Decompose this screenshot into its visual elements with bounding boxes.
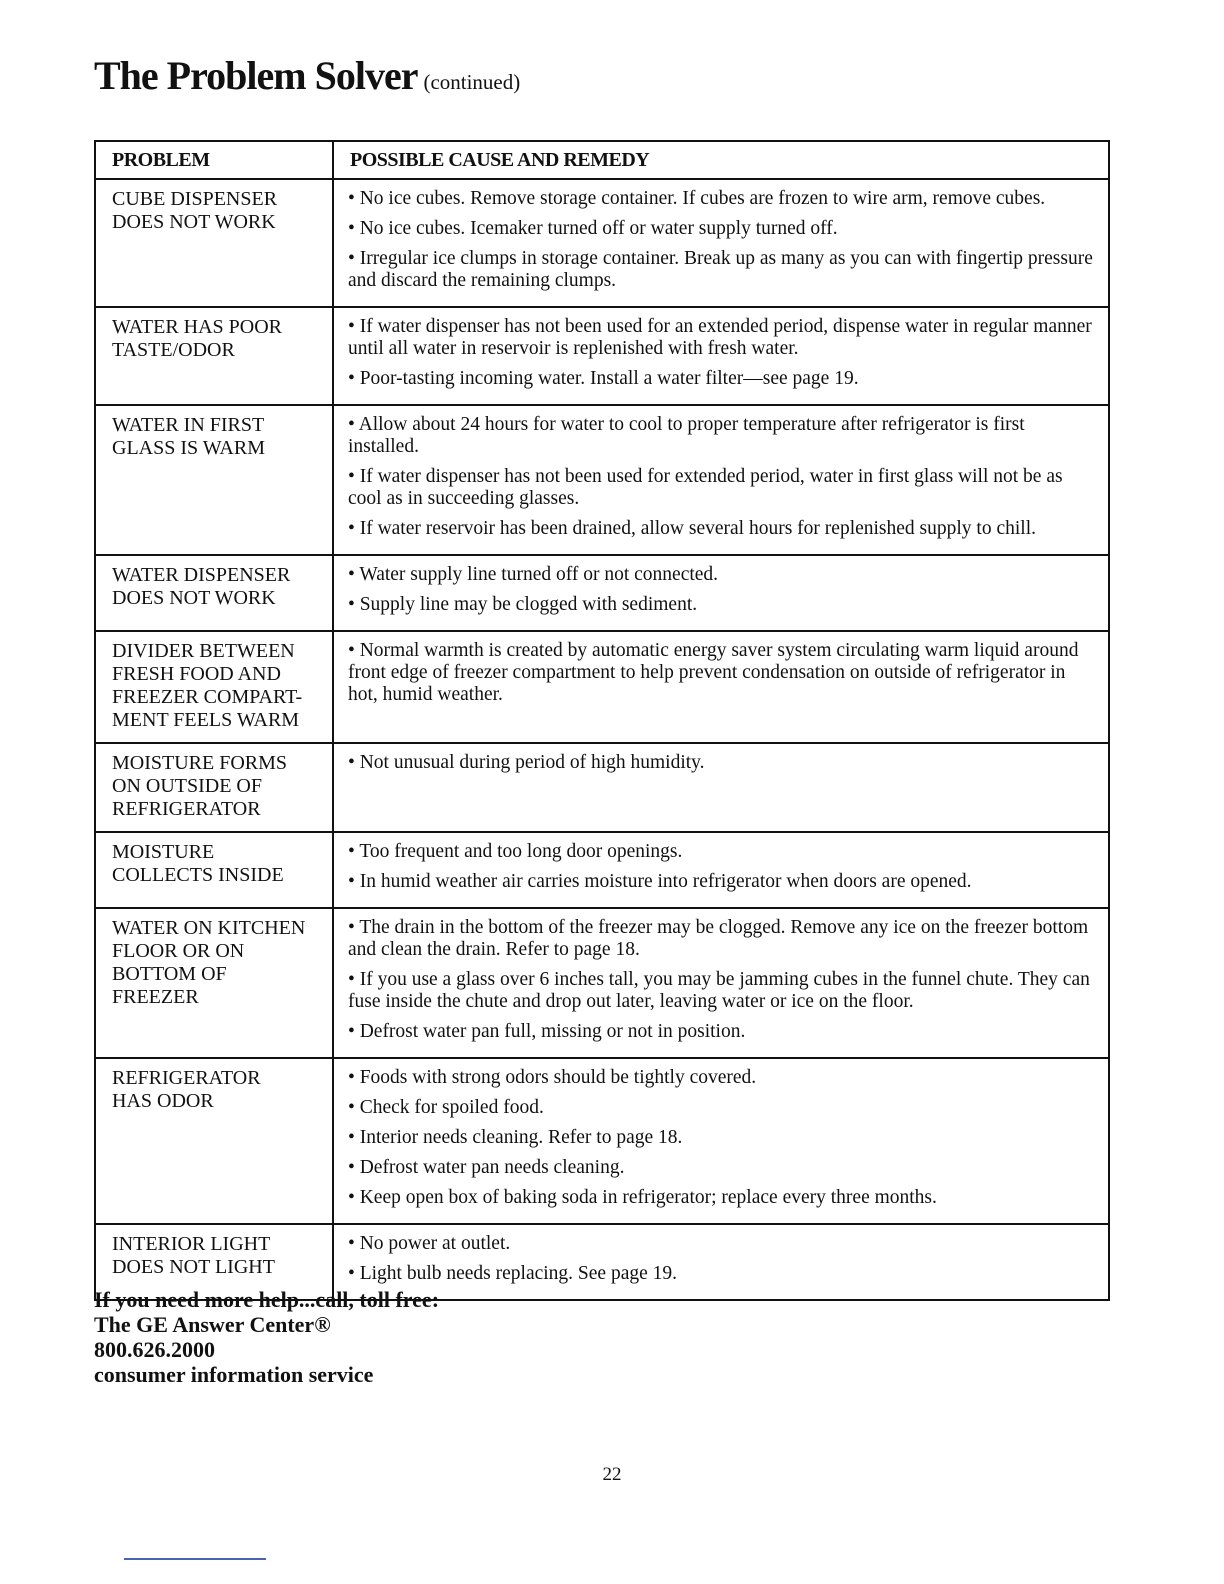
service-line: consumer information service [94, 1362, 374, 1387]
problem-cell: DIVIDER BETWEEN FRESH FOOD AND FREEZER COMPART- MENT FEELS WARM [95, 631, 333, 743]
problem-cell: WATER DISPENSER DOES NOT WORK [95, 555, 333, 631]
problem-cell: CUBE DISPENSER DOES NOT WORK [95, 179, 333, 307]
scan-edge-line [124, 1558, 266, 1560]
problem-cell: WATER HAS POOR TASTE/ODOR [95, 307, 333, 405]
table-row [95, 631, 1109, 743]
page-number: 22 [602, 1464, 622, 1485]
remedy-item: • Defrost water pan full, missing or not in position. [348, 1021, 746, 1042]
title-subtitle: (continued) [423, 70, 521, 94]
remedy-item: • Interior needs cleaning. Refer to page 18. [348, 1127, 683, 1148]
table-header-row [95, 141, 1109, 179]
remedy-item: • Keep open box of baking soda in refrigerator; replace every three months. [348, 1187, 937, 1208]
remedy-item: • Not unusual during period of high humidity. [348, 752, 705, 773]
remedy-item: • Irregular ice clumps in storage container. Break up as many as you can with fingertip pressure and discard the remaining clumps. [348, 248, 1093, 291]
title-main: The Problem Solver [94, 53, 418, 98]
column-header-remedy: POSSIBLE CAUSE AND REMEDY [333, 141, 1109, 179]
remedy-item: • If water dispenser has not been used for an extended period, dispense water in regular manner until all water in reservoir is replenished with fresh water. [348, 316, 1092, 359]
remedy-item: • If you use a glass over 6 inches tall, you may be jamming cubes in the funnel chute. They can fuse inside the chute and drop out later, leaving water or ice on the floor. [348, 969, 1090, 1012]
table-row [95, 179, 1109, 307]
remedy-cell [333, 1058, 1109, 1224]
remedy-item: • Water supply line turned off or not connected. [348, 564, 719, 585]
table-row [95, 555, 1109, 631]
remedy-cell [333, 908, 1109, 1058]
remedy-item: • In humid weather air carries moisture into refrigerator when doors are opened. [348, 871, 972, 892]
remedy-cell [333, 832, 1109, 908]
remedy-item: • Poor-tasting incoming water. Install a water filter—see page 19. [348, 368, 859, 389]
column-header-problem: PROBLEM [95, 141, 333, 179]
remedy-item: • No ice cubes. Remove storage container. If cubes are frozen to wire arm, remove cubes. [348, 188, 1046, 209]
remedy-item: • Defrost water pan needs cleaning. [348, 1157, 625, 1178]
table-row [95, 908, 1109, 1058]
remedy-item: • No power at outlet. [348, 1233, 511, 1254]
remedy-item: • Normal warmth is created by automatic energy saver system circulating warm liquid around front edge of freezer compartment to help prevent condensation on outside of refrigerator in hot, humid weather. [348, 640, 1079, 705]
remedy-item: • Light bulb needs replacing. See page 19. [348, 1263, 678, 1284]
problem-cell: MOISTURE FORMS ON OUTSIDE OF REFRIGERATOR [95, 743, 333, 832]
problem-cell: MOISTURE COLLECTS INSIDE [95, 832, 333, 908]
table-row [95, 743, 1109, 832]
answer-center-line: The GE Answer Center® [94, 1312, 331, 1337]
remedy-item: • Check for spoiled food. [348, 1097, 544, 1118]
remedy-item: • If water dispenser has not been used for extended period, water in first glass will not be as cool as in succeeding glasses. [348, 466, 1063, 509]
remedy-item: • Too frequent and too long door openings. [348, 841, 683, 862]
remedy-item: • The drain in the bottom of the freezer may be clogged. Remove any ice on the freezer bottom and clean the drain. Refer to page 18. [348, 917, 1089, 960]
remedy-cell [333, 307, 1109, 405]
remedy-cell [333, 1224, 1109, 1300]
problem-cell: REFRIGERATOR HAS ODOR [95, 1058, 333, 1224]
problem-solver-table [94, 140, 1110, 1301]
remedy-item: • Allow about 24 hours for water to cool to proper temperature after refrigerator is first installed. [348, 414, 1025, 457]
remedy-cell [333, 631, 1109, 743]
phone-number: 800.626.2000 [94, 1337, 215, 1362]
remedy-item: • If water reservoir has been drained, allow several hours for replenished supply to chill. [348, 518, 1037, 539]
remedy-cell [333, 743, 1109, 832]
table-row [95, 405, 1109, 555]
table-body [95, 179, 1109, 1300]
problem-cell: INTERIOR LIGHT DOES NOT LIGHT [95, 1224, 333, 1300]
page-title [94, 52, 520, 99]
remedy-item: • Supply line may be clogged with sediment. [348, 594, 698, 615]
problem-cell: WATER ON KITCHEN FLOOR OR ON BOTTOM OF FREEZER [95, 908, 333, 1058]
remedy-item: • No ice cubes. Icemaker turned off or water supply turned off. [348, 218, 838, 239]
remedy-cell [333, 555, 1109, 631]
remedy-item: • Foods with strong odors should be tightly covered. [348, 1067, 757, 1088]
table-row [95, 307, 1109, 405]
remedy-cell [333, 405, 1109, 555]
table-row [95, 832, 1109, 908]
help-line: If you need more help...call, toll free: [94, 1287, 440, 1312]
table-row [95, 1058, 1109, 1224]
remedy-cell [333, 179, 1109, 307]
problem-cell: WATER IN FIRST GLASS IS WARM [95, 405, 333, 555]
help-footer [94, 1287, 439, 1387]
